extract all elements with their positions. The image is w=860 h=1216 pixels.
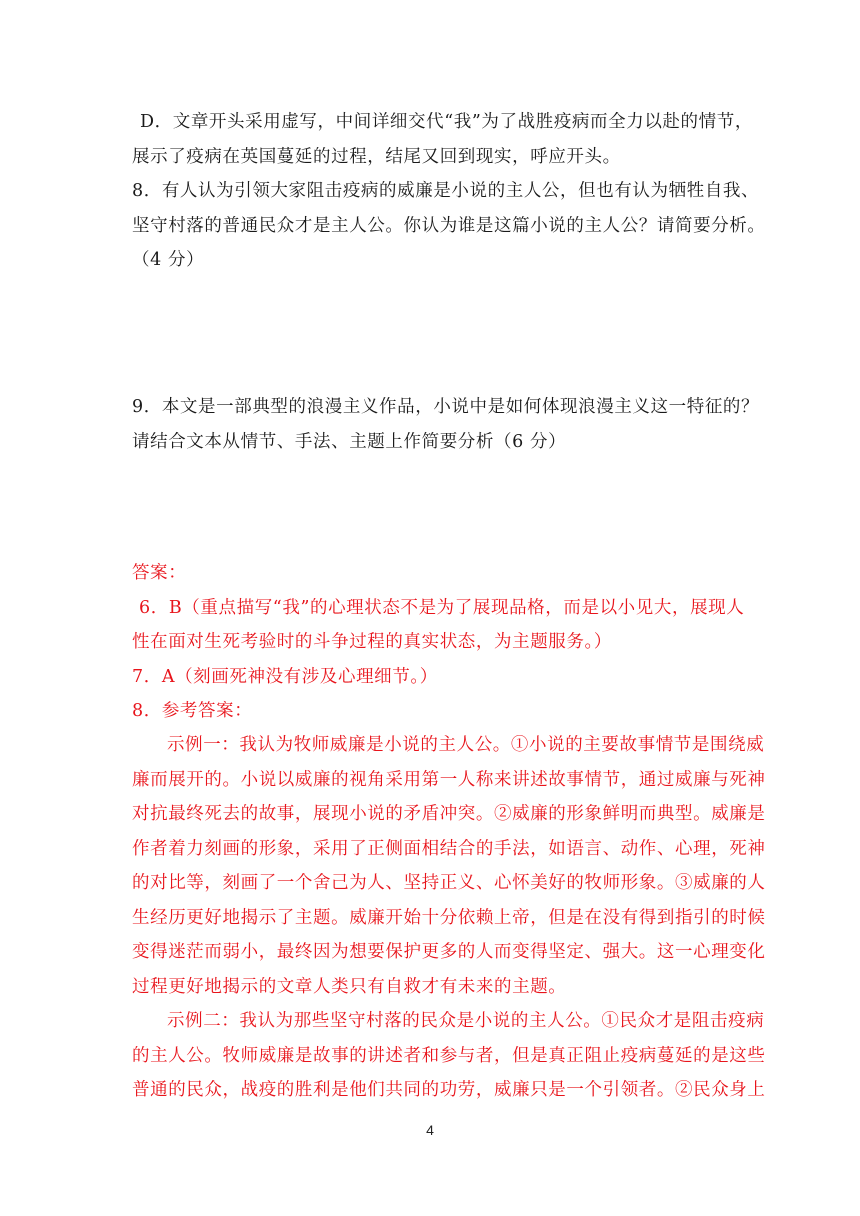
q7-option-d-line-2: 展示了疫病在英国蔓延的过程，结尾又回到现实，呼应开头。	[132, 147, 621, 167]
example-2-line: 示例二：我认为那些坚守村落的民众是小说的主人公。①民众才是阻击疫病	[167, 1011, 765, 1031]
q8-line-3: （4 分）	[132, 250, 205, 270]
example-1-line: 变得迷茫而弱小，最终因为想要保护更多的人而变得坚定、强大。这一心理变化	[132, 942, 766, 962]
example-1-line: 廉而展开的。小说以威廉的视角采用第一人称来讲述故事情节，通过威廉与死神	[132, 770, 766, 790]
example-2-line: 的主人公。牧师威廉是故事的讲述者和参与者，但是真正阻止疫病蔓延的是这些	[132, 1046, 766, 1066]
example-1-line: 生经历更好地揭示了主题。威廉开始十分依赖上帝，但是在没有得到指引的时候	[132, 908, 766, 928]
example-2-line: 普通的民众，战疫的胜利是他们共同的功劳，威廉只是一个引领者。②民众身上	[132, 1080, 766, 1100]
answer-7: 7．A（刻画死神没有涉及心理细节。）	[132, 667, 438, 687]
page-number: 4	[426, 1122, 434, 1138]
example-1-line: 对抗最终死去的故事，展现小说的矛盾冲突。②威廉的形象鲜明而典型。威廉是	[132, 804, 766, 824]
example-1-line: 作者着力刻画的形象，采用了正侧面相结合的手法，如语言、动作、心理，死神	[132, 839, 766, 859]
q9-line-1: 9．本文是一部典型的浪漫主义作品，小说中是如何体现浪漫主义这一特征的？	[132, 397, 760, 417]
answer-8-heading: 8．参考答案：	[132, 701, 253, 721]
q7-option-d-line-1: D．文章开头采用虚写，中间详细交代“我”为了战胜疫病而全力以赴的情节，	[140, 112, 753, 132]
example-1-line: 示例一：我认为牧师威廉是小说的主人公。①小说的主要故事情节是围绕威	[167, 735, 765, 755]
example-1-line: 的对比等，刻画了一个舍己为人、坚持正义、心怀美好的牧师形象。③威廉的人	[132, 873, 766, 893]
answers-heading: 答案：	[132, 563, 187, 583]
q8-line-2: 坚守村落的普通民众才是主人公。你认为谁是这篇小说的主人公？请简要分析。	[132, 216, 766, 236]
q9-line-2: 请结合文本从情节、手法、主题上作简要分析（6 分）	[132, 432, 567, 452]
example-1-line: 过程更好地揭示的文章人类只有自救才有未来的主题。	[132, 977, 567, 997]
answer-6-line-1: 6．B（重点描写“我”的心理状态不是为了展现品格，而是以小见大，展现人	[139, 598, 745, 618]
q8-line-1: 8．有人认为引领大家阻击疫病的威廉是小说的主人公，但也有认为牺牲自我、	[132, 181, 760, 201]
answer-6-line-2: 性在面对生死考验时的斗争过程的真实状态，为主题服务。）	[132, 632, 612, 652]
